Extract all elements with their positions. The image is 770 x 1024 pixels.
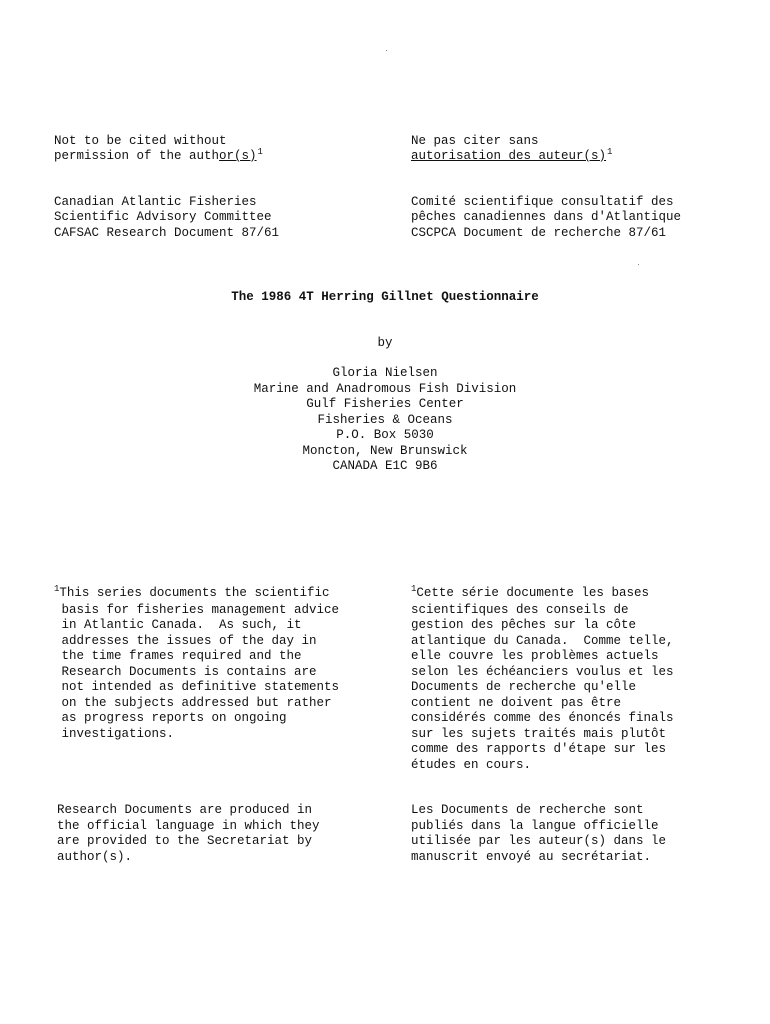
document-reference-en: CAFSAC Research Document 87/61 [54,226,280,240]
author-block [0,366,770,475]
footnote-mark: 1 [411,584,417,594]
author-postal: CANADA E1C 9B6 [332,459,438,473]
citation-line-2: permission of the $author(s)^1$ [54,147,263,163]
scan-speck [638,264,639,265]
committee-name-fr: Comité scientifique consultatif des pêches canadiennes dans d'Atlantique [411,194,682,224]
citation-line-1: Not to be cited without [54,133,227,148]
footnote-fr: $^1$Cette série documente les bases scientifiques des conseils de gestion des pêches sur la côte atlantique du Canada. Comme telle, elle couvre les problèmes actuels selon les échéanciers voulus et les Documents de recherche qu'elle contient ne doivent pas être considérés comme des énoncés finals sur les sujets traités mais plutôt comme des rapports d'étape sur les études en cours. [411,584,674,772]
byline: by [377,336,393,350]
author-division: Marine and Anadromous Fish Division [253,381,517,396]
citation-notice-en [54,118,263,166]
footnote-mark: 1 [54,584,60,594]
document-reference-fr: CSCPCA Document de recherche 87/61 [411,226,667,240]
author-center: Gulf Fisheries Center [306,397,464,411]
citation-notice-fr [411,118,612,166]
footnote-en: $^1$This series documents the scientific basis for fisheries management advice in Atlantic Canada. As such, it addresses the issues of the day in the time frames required and the Research Documents is contains are not intended as definitive statements on the subjects addressed but rather as progress reports on ongoing investigations. [54,584,340,741]
author-po-box: P.O. Box 5030 [336,428,434,442]
author-name: Gloria Nielsen [332,366,438,380]
scan-speck [386,50,387,51]
language-note-en: Research Documents are produced in the official language in which they are provided to the Secretariat by author(s). [57,803,320,864]
citation-line-1: Ne pas citer sans [411,133,539,148]
language-note-fr: Les Documents de recherche sont publiés dans la langue officielle utilisée par les auteur(s) dans le manuscrit envoyé au secrétariat. [411,803,667,864]
author-city: Moncton, New Brunswick [302,443,468,458]
author-department: Fisheries & Oceans [317,412,453,427]
committee-name-en: Canadian Atlantic Fisheries Scientific Advisory Committee [54,194,272,224]
document-title: The 1986 4T Herring Gillnet Questionnaire [231,290,539,304]
citation-line-2: autorisation des $auteur(s)^1$ [411,147,613,163]
